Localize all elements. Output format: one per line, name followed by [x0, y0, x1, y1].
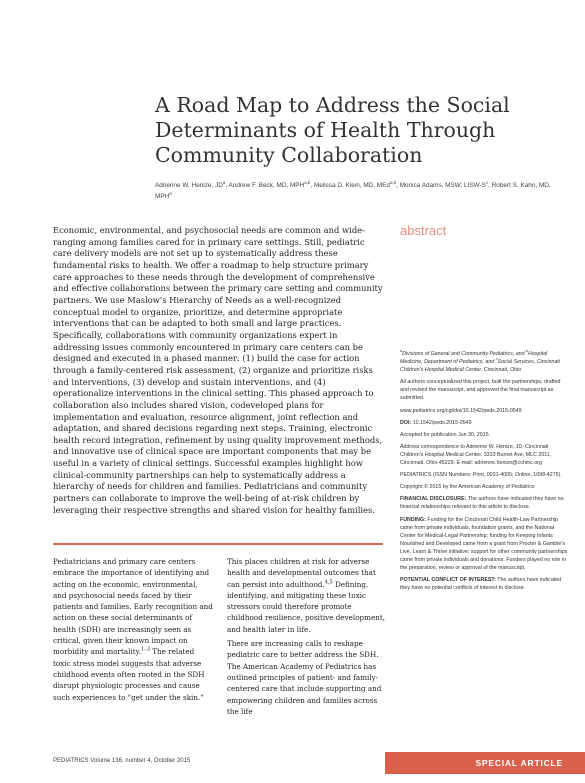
abstract-label: abstract — [400, 223, 447, 238]
body-paragraph: There are increasing calls to reshape pediatric care to better address the SDH. The American Academy of Pediatrics has outlined principles of patient- and family-centered care that include supporting and empowering children and families across the life — [227, 639, 382, 716]
accepted-date: Accepted for publication Jun 30, 2015 — [400, 431, 489, 438]
body-column-left — [53, 556, 213, 706]
body-column-right — [227, 556, 387, 720]
copyright: Copyright © 2015 by the American Academy of Pediatrics — [400, 484, 535, 491]
funding — [400, 516, 570, 573]
article-url[interactable]: www.pediatrics.org/cgi/doi/10.1542/peds.2015-0549 — [400, 407, 522, 414]
article-info-sidebar — [400, 350, 570, 596]
doi-line — [400, 419, 570, 427]
doi-label: DOI: — [400, 419, 412, 426]
article-title: A Road Map to Address the Social Determinants of Health Through Community Collaboration — [155, 93, 510, 167]
section-divider — [53, 543, 383, 545]
doi-value[interactable]: 10.1542/peds.2015-0549 — [412, 419, 472, 426]
conflict-label: POTENTIAL CONFLICT OF INTEREST: — [400, 577, 496, 584]
article-type-badge: SPECIAL ARTICLE — [385, 752, 585, 774]
financial-label: FINANCIAL DISCLOSURE: — [400, 496, 467, 503]
funding-label: FUNDING: — [400, 516, 426, 523]
body-paragraph: This places children at risk for adverse health and developmental outcomes that can persist into adulthood.$^{4,5}$ Defining, identifying, and mitigating these toxic stressors could therefore promote childhood resilience, positive development, and health later in life. — [227, 557, 385, 634]
funding-text: Funding for the Cincinnati Child Health-Law Partnership came from private individuals, foundation grants, and the National Center for Medical-Legal Partnership; funding for Keeping Infants Nourished and Developed came from a grant from Procter & Gamble's Live, Learn & Thrive initiative; support for other community partnerships came from private individuals and donations. Funders played no role in the preparation, review or approval of the manuscript. — [400, 516, 568, 572]
abstract-text: Economic, environmental, and psychosocial needs are common and wide-ranging among families cared for in primary care settings. Still, pediatric care delivery models are not set up to systematically address these fundamental risks to health. We offer a roadmap to help structure primary care approaches to these needs through the development of comprehensive and effective collaborations between the primary care setting and community partners. We use Maslow's Hierarchy of Needs as a well-recognized conceptual model to organize, prioritize, and determine appropriate interventions that can be adapted to both small and large practices. Specifically, collaborations with community organizations expert in addressing issues commonly encountered in primary care centers can be designed and executed in a phased manner: (1) build the case for action through a family-centered risk assessment, (2) organize and prioritize risks and interventions, (3) develop and sustain interventions, and (4) operationalize interventions in the clinical setting. This phased approach to collaboration also includes shared vision, codeveloped plans for implementation and evaluation, resource alignment, joint reflection and adaptation, and shared decisions regarding next steps. Training, electronic health record integration, refinement by using quality improvement methods, and innovative use of clinical space are important components that may be useful in a variety of clinical settings. Successful examples highlight how clinical-community partnerships can help to systematically address a hierarchy of needs for children and families. Pediatricians and community partners can collaborate to improve the well-being of at-risk children by leveraging their respective strengths and shared vision for healthy families. — [53, 225, 383, 515]
author-contributions: All authors conceptualized this project, built the partnerships, drafted and revised the manuscript, and approved the final manuscript as submitted. — [400, 379, 561, 402]
author-list: Adrienne W. Henize, $JD^a$, Andrew F. Beck, MD, MPH$^{a,b}$, Melissa D. Klein, MD, MEd$^{a,b}$, Monica Adams, MSW, LISW-$S^c$, Robert S. Kahn, MD, MPH$^a$ — [155, 179, 551, 200]
body-paragraph: Pediatricians and primary care centers embrace the importance of identifying and acting on the economic, environmental, and psychosocial needs faced by their patients and families. Early recognition and action on these social determinants of health (SDH) are increasingly seen as critical, given their known impact on morbidity and mortality.$^{1-3}$ The related toxic stress model suggests that adverse childhood events often rooted in the SDH disrupt physiologic processes and cause such experiences to "get under the skin." — [53, 557, 213, 702]
conflict-of-interest — [400, 576, 570, 592]
financial-disclosure — [400, 495, 570, 511]
conflict-text: The authors have indicated they have no potential conflicts of interest to disclose. — [400, 577, 562, 592]
financial-text: The authors have indicated they have no financial relationships relevant to this article to disclose. — [400, 496, 564, 511]
issn: PEDIATRICS (ISSN Numbers: Print, 0031-4005; Online, 1098-4275). — [400, 472, 562, 479]
affiliations: $^a$Divisions of General and Community Pediatrics, and $^b$Hospital Medicine, Department of Pediatrics, and $^c$Social Services, Cincinnati Children's Hospital Medical Center, Cincinnati, Ohio — [400, 349, 560, 374]
journal-footer: PEDIATRICS Volume 136, number 4, October 2015 — [53, 758, 191, 764]
correspondence: Address correspondence to Adrienne W. Henize, JD, Cincinnati Children's Hospital Medical Center, 3333 Burnet Ave, MLC 2011, Cincinnati, Ohio 45229. E-mail: adrienne.henize@cchmc.org — [400, 443, 552, 467]
